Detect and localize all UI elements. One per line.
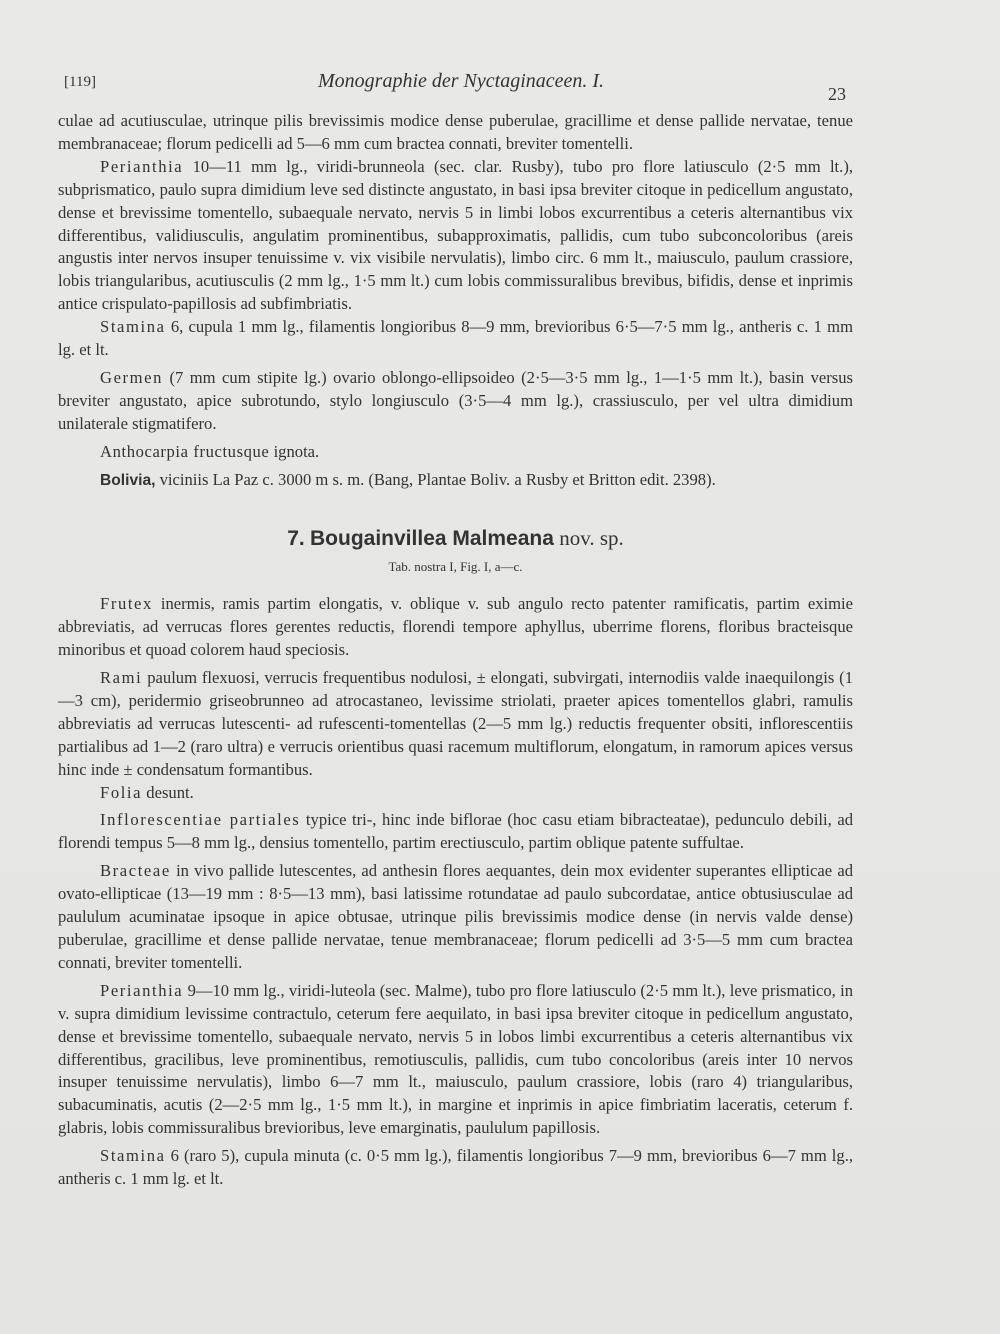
locality-label: Bolivia,: [100, 471, 156, 489]
species-heading: [58, 527, 853, 551]
page-body: [58, 110, 853, 1191]
section-text: 10—11 mm lg., viridi-brunneola (sec. clar. Rusby), tubo pro flore latiusculo (2·5 mm lt.), subprismatico, paulo supra dimidium leve sed distincte angustato, in basi ipsa breviter citoque in pedicellum angustato, dense et brevissime tomentello, subaequale nervato, nervis 5 in limbi lobos excurrentibus a ceteris alternantibus vix differentibus, validiusculis, angulatim prominentibus, subapproximatis, pallidis, cum tubo subconcoloribus (areis angustis inter nervos insuper tenuissime v. vix visibile nervulatis), limbo circ. 6 mm lt., maiusculo, paulum crassiore, lobis triangularibus, acutiusculis (2 mm lg., 1·5 mm lt.) cum lobis commissuralibus brevibus, bifidis, dense et inprimis antice crispulato-papillosis ad subfimbriatis.: [58, 156, 853, 314]
locality-text: viciniis La Paz c. 3000 m s. m. (Bang, Plantae Boliv. a Rusby et Britton edit. 2398).: [159, 469, 716, 489]
section-text: typice tri-, hinc inde biflorae (hoc casu etiam bibracteatae), pedunculo debili, ad florendi tempus 5—8 mm lg., densius tomentello, partim erectiusculo, partim oblique patente suffultae.: [58, 810, 854, 853]
species-number: 7.: [287, 526, 305, 550]
paragraph-germen: [58, 367, 853, 436]
plate-reference: Tab. nostra I, Fig. I, a—c.: [388, 559, 523, 575]
section-label: Folia: [100, 782, 143, 802]
section-text: in vivo pallide lutescentes, ad anthesin flores aequantes, dein mox evidenter superantes ellipticae ad ovato-ellipticae (13—19 mm : 8·5—13 mm), basi latissime rotundatae ad paulo subcordatae, antice obtusiusculae ad paululum acuminatae ipsoque in apice obtusae, utrinque pilis brevissimis modice dense (in nervis valde dense) puberulae, gracillime et dense pallide nervatae, tenue membranaceae; florum pedicelli ad 3·5—5 mm cum bractea connati, breviter tomentelli.: [58, 861, 853, 972]
paragraph-rami: [58, 667, 853, 782]
section-text: inermis, ramis partim elongatis, v. oblique v. sub angulo recto patenter ramificatis, partim eximie abbreviatis, ad verrucas flores gerentes reductis, florendi tempore aphyllus, uberrime florens, floribus bracteisque minoribus et quoad colorem haud speciosis.: [58, 594, 853, 660]
paragraph-inflorescentiae: [58, 809, 853, 855]
paragraph-bracteae-continued: culae ad acutiusculae, utrinque pilis brevissimis modice dense puberulae, gracillime et dense pallide nervatae, tenue membranaceae; florum pedicelli ad 5—6 mm cum bractea connati, breviter tomentelli.: [58, 111, 853, 153]
section-label: Stamina: [100, 317, 166, 337]
species-status: nov. sp.: [559, 525, 624, 550]
section-label: Stamina: [100, 1146, 166, 1166]
section-text: 6 (raro 5), cupula minuta (c. 0·5 mm lg.), filamentis longioribus 7—9 mm, brevioribus 6—7 mm lg., antheris c. 1 mm lg. et lt.: [58, 1146, 853, 1189]
paragraph-frutex: [58, 593, 853, 662]
section-label: Germen: [100, 367, 164, 387]
section-label: Anthocarpia fructusque: [100, 441, 270, 461]
section-text: ignota.: [273, 441, 320, 461]
section-label: Perianthia: [100, 980, 184, 1000]
running-title: Monographie der Nyctaginaceen. I.: [318, 70, 605, 92]
paragraph-stamina-2: [58, 1145, 853, 1191]
section-text: desunt.: [146, 782, 194, 802]
section-text: 6, cupula 1 mm lg., filamentis longioribus 8—9 mm, brevioribus 6·5—7·5 mm lg., antheris c. 1 mm lg. et lt.: [58, 317, 853, 360]
paragraph-folia: [58, 782, 853, 805]
section-label: Rami: [100, 668, 143, 688]
section-label: Perianthia: [100, 156, 184, 176]
paragraph-perianthia: [58, 156, 853, 316]
paragraph-stamina: [58, 316, 853, 362]
section-text: (7 mm cum stipite lg.) ovario oblongo-ellipsoideo (2·5—3·5 mm lg., 1—1·5 mm lt.), basin versus breviter angustato, apice subrotundo, stylo longiusculo (3·5—4 mm lg.), crassiusculo, per vel ultra dimidium unilaterale stigmatifero.: [58, 367, 853, 433]
section-label: Inflorescentiae partiales: [100, 810, 301, 830]
paragraph-perianthia-2: [58, 980, 853, 1140]
page-reference: [119]: [64, 74, 96, 90]
page-number: 23: [828, 84, 846, 104]
section-text: paulum flexuosi, verrucis frequentibus nodulosi, ± elongati, subvirgati, internodiis valde inaequilongis (1—3 cm), peridermio griseobrunneo ad atrocastaneo, levissime striolati, praeter apices tomentellos glabri, ramulis abbreviatis ad verrucas lutescenti- ad rufescenti-tomentellas (2—5 mm lg.) reductis frequenter obsiti, inflorescentiis partialibus ad 1—2 (raro ultra) e verrucis orientibus quasi racemum multiflorum, elongatum, in ramorum apices versus hinc inde ± condensatum formantibus.: [58, 668, 853, 779]
species-name: Bougainvillea Malmeana: [310, 526, 554, 550]
section-label: Frutex: [100, 594, 153, 614]
section-label: Bracteae: [100, 861, 171, 881]
paragraph-locality: [58, 469, 853, 493]
section-text: 9—10 mm lg., viridi-luteola (sec. Malme), tubo pro flore latiusculo (2·5 mm lt.), leve prismatico, in v. supra dimidium levissime contractulo, ceterum fere aequilato, in basi ipsa breviter citoque in pedicellum angustato, dense et brevissime tomentello, subaequale nervato, nervis 5 in lobos limbi excurrentibus a ceteris alternantibus vix differentibus, gracilibus, leve prominentibus, remotiusculis, pallidis, cum tubo concoloribus (areis inter 10 nervos insuper tenuissime nervulatis), limbo 6—7 mm lt., maiusculo, paulum crassiore, lobis (raro 4) triangularibus, subacuminatis, acutis (2—2·5 mm lg., 1·5 mm lt.), in margine et inprimis in apice fimbriatim laceratis, ceterum f. glabris, lobis commissuralibus brevioribus, leve emarginatis, paululum papillosis.: [58, 980, 853, 1138]
paragraph-bracteae: [58, 860, 853, 975]
paragraph-anthocarpia: [58, 441, 853, 464]
